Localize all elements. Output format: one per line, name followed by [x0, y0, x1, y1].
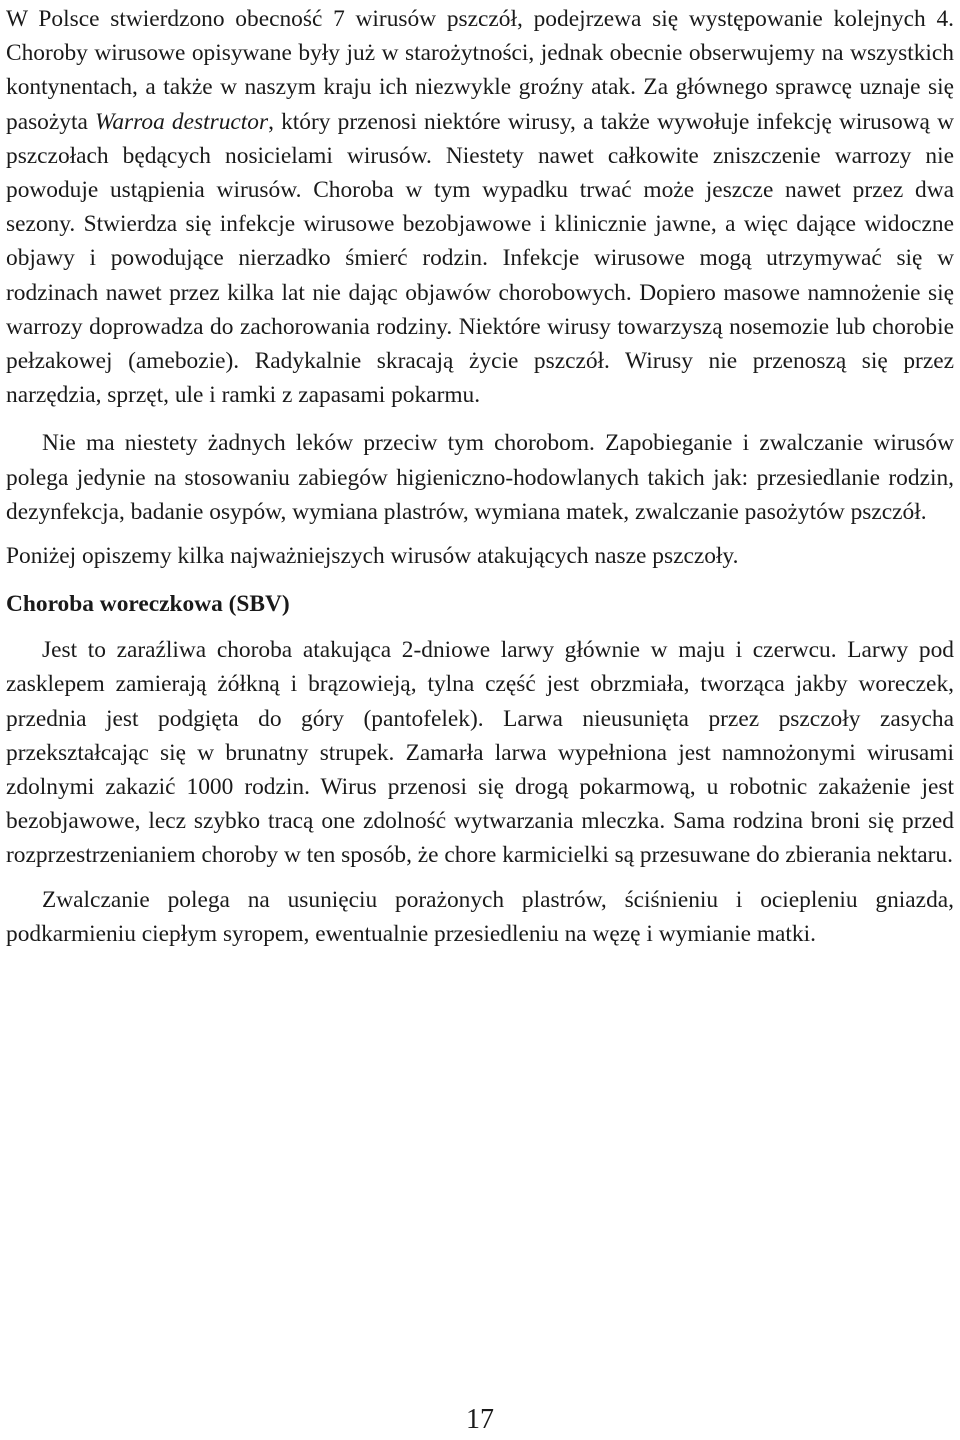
paragraph-intro-text-a: W Polsce stwierdzono obecność 7 wirusów pszczół, podejrzewa się występowanie kolejnych 4. Choroby wirusowe opisywane były już w starożytności, jednak obecnie obserwujemy na wszystkich kontynentach, a także w naszym kraju ich niezwykle groźny atak. Za głównego sprawcę uznaje się pasożyta — [6, 6, 954, 135]
paragraph-sbv-description: Jest to zaraźliwa choroba atakująca 2-dniowe larwy głównie w maju i czerwcu. Larwy pod zasklepem zamierają żółkną i brązowieją, tylna część jest obrzmiała, tworząca jakby woreczek, przednia jest podgięta do góry (pantofelek). Larwa nieusunięta przez pszczoły zasycha przekształcając się w brunatny strupek. Zamarła larwa wypełniona jest namnożonymi wirusami zdolnymi zakazić 1000 rodzin. Wirus przenosi się drogą pokarmową, u robotnic zakażenie jest bezobjawowe, lecz szybko tracą one zdolność wytwarzania mleczka. Sama rodzina broni się przed rozprzestrzenianiem choroby w ten sposób, że chore karmicielki są przesuwane do zbierania nektaru. — [6, 637, 954, 869]
paragraph-lead-in: Poniżej opiszemy kilka najważniejszych wirusów atakujących nasze pszczoły. — [6, 543, 739, 570]
page-body — [6, 2, 954, 951]
species-name: Warroa destructor — [95, 108, 269, 135]
paragraph-prevention: Nie ma niestety żadnych leków przeciw tym chorobom. Zapobieganie i zwalczanie wirusów polega jedynie na stosowaniu zabiegów higieniczno-hodowlanych takich jak: przesiedlanie rodzin, dezynfekcja, badanie osypów, wymiana plastrów, wymiana matek, zwalczanie pasożytów pszczół. — [6, 430, 954, 525]
paragraph-sbv-treatment: Zwalczanie polega na usunięciu porażonych plastrów, ściśnieniu i ociepleniu gniazda, podkarmieniu ciepłym syropem, ewentualnie przesiedleniu na węzę i wymianie matki. — [6, 886, 954, 947]
paragraph-intro — [6, 2, 954, 412]
page-number: 17 — [466, 1404, 494, 1435]
paragraph-gap — [6, 412, 954, 426]
section-heading: Choroba woreczkowa (SBV) — [6, 591, 290, 618]
paragraph-intro-text-b: , który przenosi niektóre wirusy, a także wywołuje infekcję wirusową w pszczołach będących nosicielami wirusów. Niestety nawet całkowite zniszczenie warrozy nie powoduje ustąpienia wirusów. Choroba w tym wypadku trwać może jeszcze nawet przez dwa sezony. Stwierdza się infekcje wirusowe bezobjawowe i klinicznie jawne, a więc dające widoczne objawy i powodujące nierzadko śmierć rodzin. Infekcje wirusowe mogą utrzymywać się w rodzinach nawet przez kilka lat nie dając objawów chorobowych. Dopiero masowe namnożenie się warrozy doprowadza do zachorowania rodziny. Niektóre wirusy towarzyszą nosemozie lub chorobie pełzakowej (amebozie). Radykalnie skracają życie pszczół. Wirusy nie przenoszą się przez narzędzia, sprzęt, ule i ramki z zapasami pokarmu. — [6, 108, 954, 409]
